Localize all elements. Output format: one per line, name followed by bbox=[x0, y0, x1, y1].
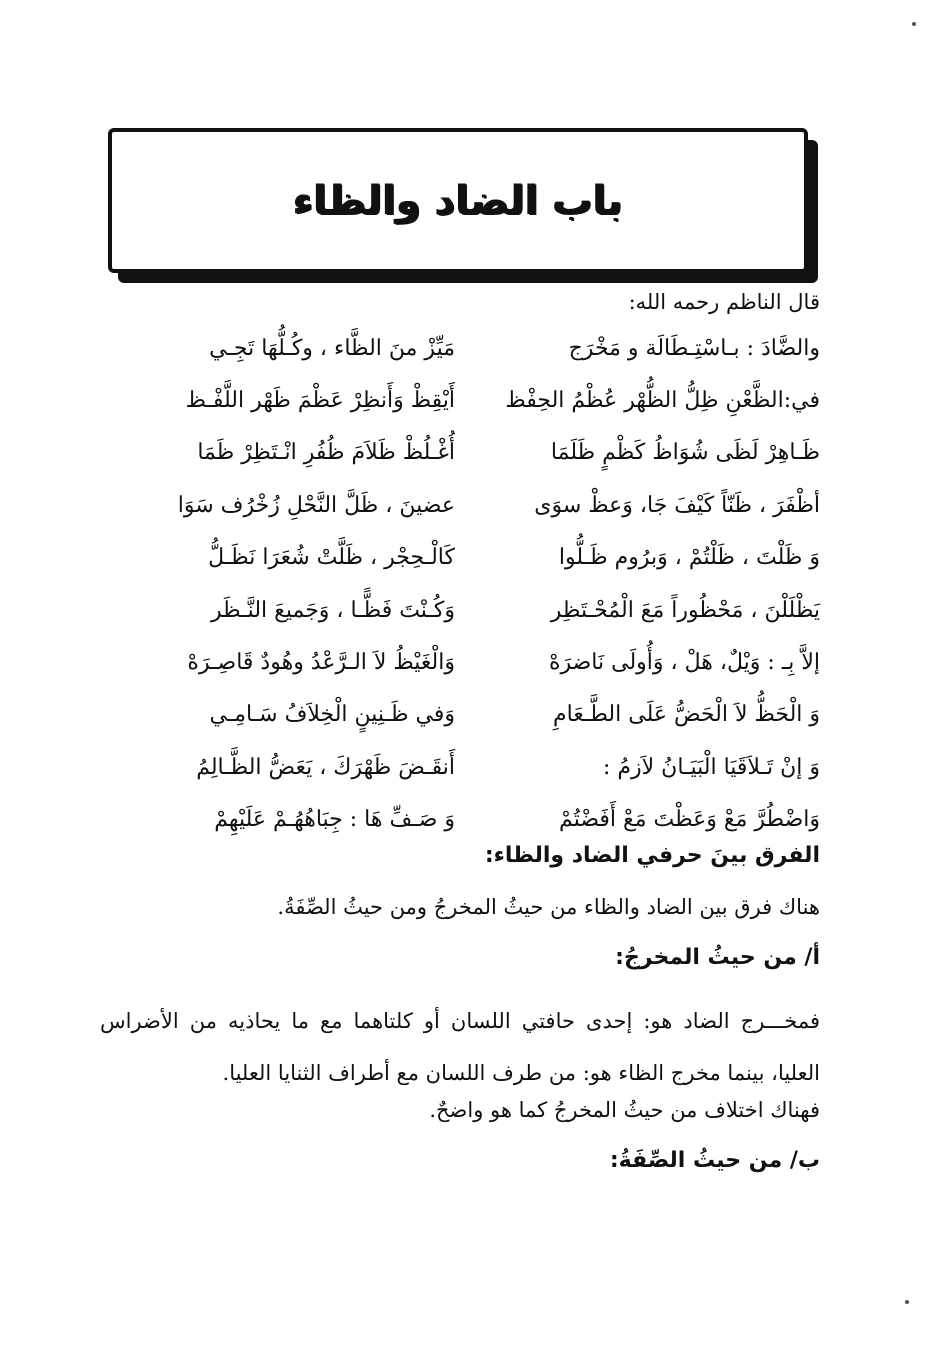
subheading-articulation: أ/ من حيثُ المخرجُ: bbox=[615, 945, 820, 970]
verse-second-half: مَيِّزْ منَ الظَّاء ، وكُـلُّهَا تَجِـي bbox=[209, 335, 455, 361]
subheading-attribute: ب/ من حيثُ الصِّفَةُ: bbox=[609, 1148, 820, 1173]
verse-second-half: وَ صَـفِّ هَا : جِبَاهُهُـمْ عَلَيْهِمْ bbox=[214, 807, 455, 833]
verse-first-half: يَظْلَلْنَ ، مَحْظُوراً مَعَ الْمُحْـتَظِر bbox=[550, 597, 820, 623]
verse-first-half: وَاضْطُرَّ مَعْ وَعَظْتَ مَعْ أَفَضْتُمْ bbox=[559, 807, 820, 833]
paragraph-conclusion: فهناك اختلاف من حيثُ المخرجُ كما هو واضحٌ. bbox=[429, 1098, 820, 1122]
scan-speck bbox=[912, 22, 916, 26]
verse bbox=[100, 794, 820, 846]
verse-first-half: ظَـاهِرْ لَظَى شُوَاظُ كَظْمٍ ظَلَمَا bbox=[550, 440, 820, 466]
scan-speck bbox=[905, 1300, 909, 1304]
poem bbox=[100, 322, 820, 846]
verse bbox=[100, 689, 820, 741]
verse-first-half: وَ ظَلْتَ ، ظَلْتُمْ ، وَبرُوم ظَـلُّوا bbox=[558, 545, 820, 571]
verse-first-half: وَ إنْ تَـلاَقَيَا الْبَيَـانُ لاَزمُ : bbox=[602, 754, 820, 780]
verse-first-half: والضَّادَ : بـاسْتِـطَالَة و مَخْرَج bbox=[568, 335, 820, 361]
title-box bbox=[108, 128, 808, 273]
verse-second-half: عضينَ ، ظَلَّ النَّحْلِ زُخْرُف سَوَا bbox=[177, 492, 455, 518]
verse-second-half: أَنقَـضَ ظَهْرَكَ ، يَعَضُّ الظَّـالِمُ bbox=[196, 754, 455, 780]
paragraph-articulation: فمخـــرج الضاد هو: إحدى حافتي اللسان أو كلتاهما مع ما يحاذيه من الأضراس العليا، بينما مخرج الظاء هو: من طرف اللسان مع أطراف الثنايا العليا. bbox=[100, 1009, 820, 1085]
verse-first-half: أظْفَرَ ، ظَنّاً كَيْفَ جَا، وَعظْ سوَى bbox=[534, 492, 820, 518]
section-heading-difference: الفرق بينَ حرفي الضاد والظاء: bbox=[484, 843, 820, 868]
verse-first-half: في:الظَّعْنِ ظِلُّ الظُّهْر عُظْمُ الحِفْظ bbox=[505, 388, 820, 414]
paragraph-difference: هناك فرق بين الضاد والظاء من حيثُ المخرجُ ومن حيثُ الصِّفَةُ. bbox=[277, 895, 820, 919]
verse-second-half: أَيْقِظْ وَأَنظِرْ عَظْمَ ظَهْر اللَّفْـظ bbox=[185, 388, 455, 414]
verse-second-half: وَفي ظَـنِينٍ الْخِلاَفُ سَـامِـي bbox=[209, 702, 455, 728]
verse-second-half: وَالْغَيْظُ لاَ الـرَّعْدُ وهُودٌ قَاصِـرَهْ bbox=[187, 650, 455, 676]
chapter-title: باب الضاد والظاء bbox=[293, 177, 623, 224]
verse bbox=[100, 479, 820, 531]
verse-second-half: أُغْـلُظْ ظَلاَمَ ظُفُرِ انْـتَظِرْ ظَمَا bbox=[197, 440, 455, 466]
verse bbox=[100, 584, 820, 636]
verse bbox=[100, 427, 820, 479]
verse-first-half: وَ الْحَظُّ لاَ الْحَضُّ عَلَى الطَّـعَامِ bbox=[553, 702, 820, 728]
verse bbox=[100, 322, 820, 374]
verse bbox=[100, 636, 820, 688]
verse bbox=[100, 741, 820, 793]
verse-second-half: وَكُـنْتَ فَظًّـا ، وَجَميعَ النَّـظَر bbox=[211, 597, 455, 623]
verse-first-half: إلاَّ بِـ : وَيْلٌ، هَلْ ، وَأُولَى نَاضرَهْ bbox=[548, 650, 820, 676]
verse bbox=[100, 374, 820, 426]
verse-second-half: كَالْـحِجْر ، ظَلَّتْ شُعَرَا نَظَـلُّ bbox=[208, 545, 455, 571]
intro-line: قال الناظم رحمه الله: bbox=[628, 290, 820, 314]
verse bbox=[100, 532, 820, 584]
title-frame bbox=[108, 128, 824, 288]
